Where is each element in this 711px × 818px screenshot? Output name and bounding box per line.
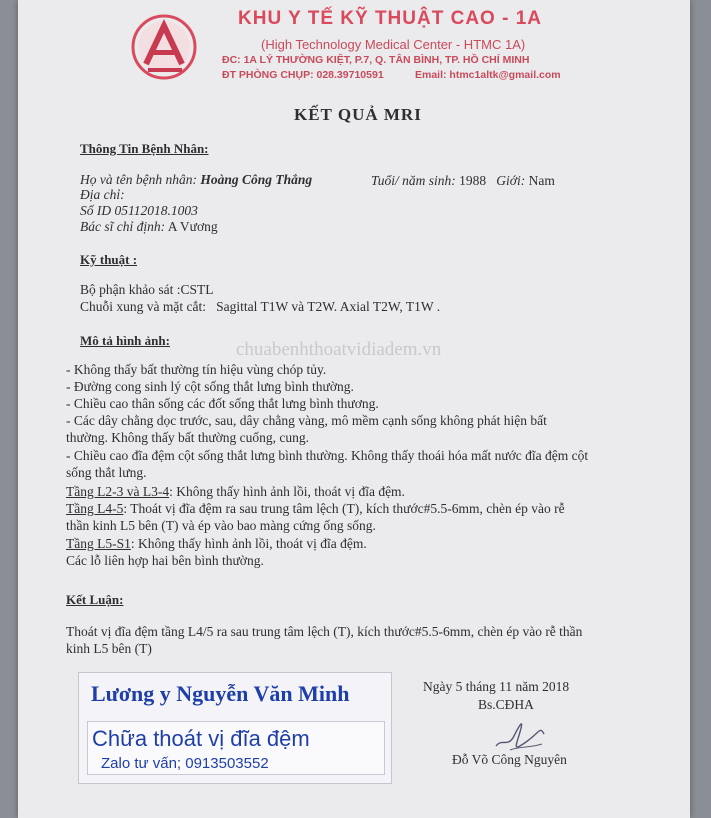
patient-birth-row [371,173,555,189]
level-l45-text: : Thoát vị đĩa đệm ra sau trung tâm lệch (T), kích thước#5.5-6mm, chèn ép vào rễ [123,501,565,516]
level-l45-text-cont: thần kinh L5 bên (T) và ép vào bao màng cứng ống sống. [66,518,376,533]
technique-sequences [80,299,440,315]
foramen-line: Các lỗ liên hợp hai bên bình thường. [66,553,264,568]
description-heading: Mô tả hình ảnh: [80,333,170,348]
document-title: KẾT QUẢ MRI [294,105,422,124]
technique-region: Bộ phận khảo sát :CSTL [80,282,214,297]
org-name: KHU Y TẾ KỸ THUẬT CAO - 1A [238,8,542,29]
patient-id [80,203,198,219]
watermark: chuabenhthoatvidiadem.vn [236,339,442,360]
patient-info-heading: Thông Tin Bệnh Nhân: [80,141,209,156]
conclusion-line: kinh L5 bên (T) [66,641,152,656]
org-email: Email: htmc1altk@gmail.com [415,69,561,81]
sequences-value: Sagittal T1W và T2W. Axial T2W, T1W . [216,299,441,314]
advertising-stamp [78,672,392,784]
description-line: - Không thấy bất thường tín hiệu vùng chóp tủy. [66,362,327,377]
org-name-english: (High Technology Medical Center - HTMC 1A) [261,37,526,52]
birth-year: 1988 [459,173,487,188]
doctor-signature-name: Đỗ Võ Công Nguyên [452,752,567,767]
handwritten-signature [490,712,550,754]
patient-id-text: Số ID 05112018.1003 [80,203,198,218]
description-line: - Các dây chằng dọc trước, sau, dây chằng vàng, mô mềm cạnh sống không phát hiện bất [66,413,547,428]
level-l5s1-label: Tầng L5-S1 [66,536,131,551]
conclusion-heading: Kết Luận: [66,592,124,607]
doctor-name: A Vương [167,219,218,234]
report-date: Ngày 5 tháng 11 năm 2018 [423,679,570,694]
org-phone: ĐT PHÒNG CHỤP: 028.39710591 [222,69,384,81]
description-line: - Đường cong sinh lý cột sống thắt lưng bình thường. [66,379,354,394]
level-l5s1-text: : Không thấy hình ảnh lồi, thoát vị đĩa đệm. [130,536,367,551]
conclusion-line: Thoát vị đĩa đệm tầng L4/5 ra sau trung tâm lệch (T), kích thước#5.5-6mm, chèn ép vào rễ thần [66,624,583,639]
description-line: sống thắt lưng. [66,465,147,480]
doctor-label: Bác sĩ chỉ định: [80,219,166,234]
birth-label: Tuổi/ năm sinh: [371,173,456,188]
stamp-practitioner-name: Lương y Nguyễn Văn Minh [91,681,350,706]
level-l23-row [66,484,405,500]
patient-name-label: Họ và tên bệnh nhân: [80,172,197,187]
description-line: - Chiều cao thân sống các đốt sống thắt lưng bình thương. [66,396,379,411]
sex: Nam [528,173,555,188]
patient-name-row [80,172,312,188]
level-l45-label: Tầng L4-5 [66,501,124,516]
technique-heading: Kỹ thuật : [80,252,138,267]
sequences-label: Chuỗi xung và mặt cắt: [80,299,206,314]
stamp-contact: Zalo tư vấn; 0913503552 [101,755,269,772]
org-address: ĐC: 1A LÝ THƯỜNG KIỆT, P.7, Q. TÂN BÌNH, TP. HỒ CHÍ MINH [222,54,530,66]
doctor-title: Bs.CĐHA [478,697,534,712]
description-line: - Chiều cao đĩa đệm cột sống thắt lưng bình thường. Không thấy thoái hóa mất nước đĩa đệm cột [66,448,589,463]
doctor-row [80,219,218,235]
address-label: Địa chỉ: [80,187,125,202]
stamp-service: Chữa thoát vị đĩa đệm [92,726,310,751]
description-line: thường. Không thấy bất thường cuống, cung. [66,430,310,445]
hospital-logo [124,12,206,82]
sex-label: Giới: [496,173,526,188]
level-l45-row [66,501,565,517]
patient-name: Hoàng Công Thắng [200,172,313,187]
level-l23-label: Tầng L2-3 và L3-4 [66,484,170,499]
level-l5s1-row [66,536,367,552]
level-l23-text: : Không thấy hình ảnh lồi, thoát vị đĩa đệm. [169,484,405,499]
